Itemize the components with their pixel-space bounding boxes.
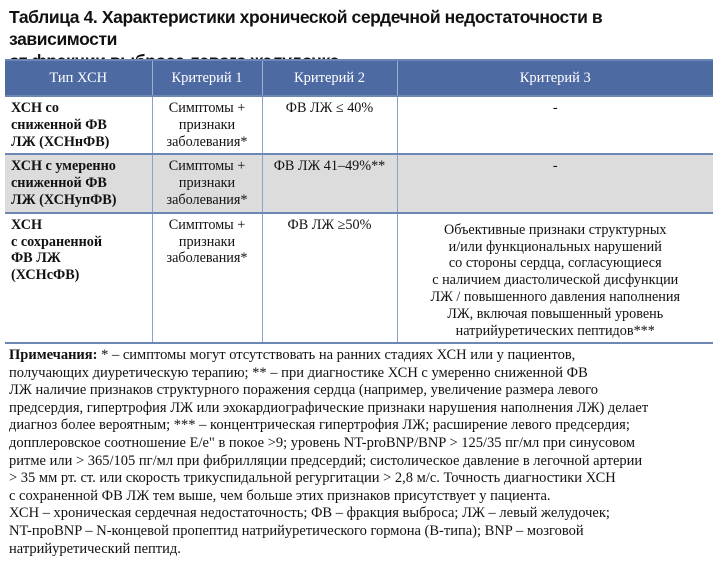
header-criterion-1: Критерий 1 (152, 61, 262, 96)
table-header-row (5, 61, 713, 96)
header-criterion-2: Критерий 2 (262, 61, 397, 96)
note-line: Примечания: * – симптомы могут отсутствовать на ранних стадиях ХСН или у пациентов, (9, 347, 576, 363)
cell-type: ХСН с сохраненной ФВ ЛЖ (ХСНсФВ) (5, 213, 152, 343)
note-line: предсердия, гипертрофия ЛЖ или эхокардиографические признаки нарушения наполнения ЛЖ) делает (9, 399, 649, 416)
note-line: ЛЖ наличие признаков структурного поражения сердца (например, увеличение размера левого (9, 382, 599, 399)
note-line: допплеровское соотношение E/e" в покое >9; уровень NT-proBNP/BNP > 125/35 пг/мл при синусовом (9, 434, 636, 451)
table-notes (9, 347, 713, 558)
cell-type: ХСН с умеренно сниженной ФВ ЛЖ (ХСНупФВ) (5, 154, 152, 212)
cell-criterion-3: - (397, 154, 713, 212)
note-line: диагноз более вероятным; *** – концентрическая гипертрофия ЛЖ; расширение левого предсердия; (9, 417, 630, 434)
note-line: натрийуретический пептид. (9, 540, 181, 557)
cell-criterion-1: Симптомы + признаки заболевания* (152, 213, 262, 343)
note-line: NT-проBNP – N-концевой пропептид натрийуретического гормона (В-типа); BNP – мозговой (9, 522, 584, 539)
cell-type: ХСН со сниженной ФВ ЛЖ (ХСНнФВ) (5, 96, 152, 154)
cell-criterion-1: Симптомы + признаки заболевания* (152, 154, 262, 212)
note-line: с сохраненной ФВ ЛЖ тем выше, чем больше этих признаков присутствует у пациента. (9, 487, 551, 504)
notes-label: Примечания: (9, 347, 98, 363)
note-line: > 35 мм рт. ст. или скорость трикуспидальной регургитации > 2,8 м/с. Точность диагностики ХСН (9, 470, 616, 487)
note-line: ритме или > 365/105 пг/мл при фибрилляции предсердий; систолическое давление в легочной артерии (9, 452, 643, 469)
table-row (5, 213, 713, 343)
note-line: получающих диуретическую терапию; ** – при диагностике ХСН с умеренно сниженной ФВ (9, 364, 588, 381)
cell-criterion-2: ФВ ЛЖ 41–49%** (262, 154, 397, 212)
cell-criterion-2: ФВ ЛЖ ≥50% (262, 213, 397, 343)
header-criterion-3: Критерий 3 (397, 61, 713, 96)
header-type: Тип ХСН (5, 61, 152, 96)
hf-table (5, 59, 713, 344)
note-line: ХСН – хроническая сердечная недостаточность; ФВ – фракция выброса; ЛЖ – левый желудочек; (9, 505, 610, 522)
cell-criterion-3: - (397, 96, 713, 154)
cell-criterion-3: Объективные признаки структурных и/или функциональных нарушений со стороны сердца, согласующиеся с наличием диастолической дисфункции ЛЖ / повышенного давления наполнения ЛЖ, включая повышенный уровень натрийуретических пептидов*** (397, 213, 713, 343)
cell-criterion-2: ФВ ЛЖ ≤ 40% (262, 96, 397, 154)
cell-criterion-1: Симптомы + признаки заболевания* (152, 96, 262, 154)
title-line-1: Таблица 4. Характеристики хронической сердечной недостаточности в зависимости (9, 7, 603, 49)
table-row (5, 154, 713, 212)
table-row (5, 96, 713, 154)
